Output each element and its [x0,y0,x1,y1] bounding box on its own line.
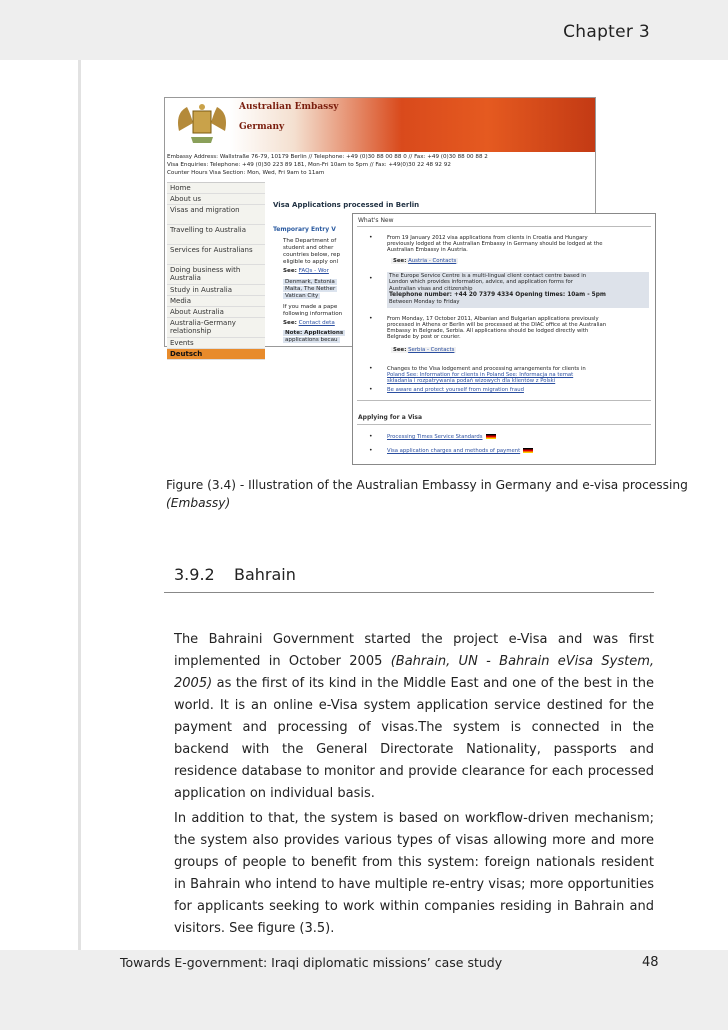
see-label: See: [393,347,407,353]
news-item-line: Changes to the Visa lodgement and processing arrangements for clients in [387,366,586,372]
countries-box-line: Denmark, Estonia [285,279,335,285]
main-text-line: If you made a pape [283,304,338,310]
footer-title: Towards E-government: Iraqi diplomatic missions’ case study [120,955,503,970]
nav-item-events[interactable]: Events [167,338,265,349]
main-see-line [283,320,335,326]
see-label: See: [283,268,297,274]
german-flag-icon [486,434,496,439]
apply-item [387,448,533,454]
coat-of-arms-icon [171,101,233,149]
figure-caption-source: (Embassy) [166,496,231,510]
bullet-icon: • [369,365,373,372]
see-serbia [391,347,456,353]
figure-caption: Figure (3.4) - Illustration of the Australian Embassy in Germany and e-visa processing [166,478,688,492]
poland-info-link[interactable]: Poland See: Information for clients in Poland See: Informacja na temat [387,372,574,378]
nav-item-services[interactable]: Services for Australians [167,245,265,265]
nav-item-visas[interactable]: Visas and migration [167,205,265,225]
news-item-line: Embassy in Belgrade, Serbia. All applications should be lodged directly with [387,328,589,334]
embassy-address: Embassy Address: Wallstraße 76-79, 10179 Berlin // Telephone: +49 (0)30 88 00 88 0 // Fax: +49 (0)30 88 00 88 2 [167,154,488,160]
main-text-line: following information [283,311,343,317]
section-title: Bahrain [234,565,296,584]
paragraph-text: The Bahraini Government started the project e-Visa and was first implemented in October 2005 [174,632,654,669]
temporary-entry-link[interactable]: Temporary Entry V [273,226,336,233]
citation: (Bahrain, UN - Bahrain eVisa System, 2005) [174,654,654,691]
whats-new-panel [352,213,656,465]
main-text-line: countries below, rep [283,252,341,258]
nav-item-deutsch[interactable]: Deutsch [167,349,265,360]
note-box-line: applications becau [285,337,338,343]
poland-info-link-pl[interactable]: składania i rozpatrywania podań wizowych dla klientów z Polski [387,378,556,384]
nav-item-about[interactable]: About us [167,194,265,205]
nav-item-relationship[interactable]: Australia-Germany relationship [167,318,265,338]
paragraph-workflow: In addition to that, the system is based on workflow-driven mechanism; the system also provides various types of visas allowing more and more groups of people to benefit from this system: foreign nationals resident in Bahrain who intend to have multiple re-entry visas; more opportunities for applicants seeking to work within companies residing in Bahrain and visitors. See figure (3.5). [174,811,654,936]
news-item-line: From 19 January 2012 visa applications from clients in Croatia and Hungary [387,235,588,241]
see-label: See: [283,320,297,326]
paragraph-bahrain-evisa [174,629,654,805]
news-box-line: The Europe Service Centre is a multi-lingual client contact centre based in [389,273,587,279]
bullet-icon: • [369,386,373,393]
migration-fraud-link[interactable]: Be aware and protect yourself from migration fraud [387,387,524,393]
chapter-title: Chapter 3 [563,22,650,42]
news-item-line: Australian Embassy in Austria. [387,247,468,253]
nav-item-home[interactable]: Home [167,183,265,194]
contact-details-link[interactable]: Contact deta [298,320,335,326]
serbia-contacts-link[interactable]: Serbia - Contacts [408,347,455,353]
paragraph-text: as the first of its kind in the Middle East and one of the best in the world. It is an online e-Visa system application service destined for the payment and processing of visas.The system is connected in the backend with the General Directorate Nationality, passports and residence database to monitor and provide clearance for each processed application on individual basis. [174,676,654,801]
see-austria [391,258,458,264]
embassy-nav-menu [167,182,265,360]
bullet-icon: • [369,234,373,241]
divider [357,400,651,401]
bullet-icon: • [369,433,373,440]
news-box-line: London which provides information, advice, and application forms for [389,279,573,286]
note-box: Note: Applications [285,330,344,336]
main-text-line: eligible to apply onl [283,259,339,265]
nav-item-about-australia[interactable]: About Australia [167,307,265,318]
whats-new-heading: What's New [358,217,394,224]
visa-charges-link[interactable]: Visa application charges and methods of payment [387,448,521,454]
section-number: 3.9.2 [174,565,215,584]
section-rule [164,592,654,593]
news-item-line: Belgrade by post or courier. [387,334,461,340]
countries-box-line: Malta, The Nether [285,286,336,292]
banner-title: Australian Embassy [239,102,339,112]
main-see-line [283,268,329,274]
visa-enquiries: Visa Enquiries: Telephone: +49 (0)30 223 89 181, Mon-Fri 10am to 5pm // Fax: +49(0)30 22 48 92 92 [167,162,451,168]
banner-subtitle: Germany [239,122,285,132]
left-margin-rule [78,60,81,950]
main-text-line: The Department of [283,238,337,244]
nav-item-travelling[interactable]: Travelling to Australia [167,225,265,245]
divider [357,424,651,425]
applying-heading: Applying for a Visa [358,414,423,421]
see-label: See: [393,258,407,264]
europe-service-centre-box [387,272,649,308]
visa-page-title: Visa Applications processed in Berlin [273,201,420,209]
opening-note: Between Monday to Friday [389,298,460,305]
news-item-line: From Monday, 17 October 2011, Albanian and Bulgarian applications previously [387,316,599,322]
faqs-link[interactable]: FAQs - Wor [298,268,329,274]
embassy-banner [165,98,595,152]
apply-item [387,434,496,440]
countries-box-line: Vatican City [285,293,319,299]
processing-times-link[interactable]: Processing Times Service Standards [387,434,483,440]
telephone-line: Telephone number: +44 20 7379 4334 Opening times: 10am - 5pm [389,292,606,299]
bullet-icon: • [369,315,373,322]
news-box-line: Australian visas and citizenship [389,285,473,292]
nav-item-business[interactable]: Doing business with Australia [167,265,265,285]
bullet-icon: • [369,447,373,454]
counter-hours: Counter Hours Visa Section: Mon, Wed, Fri 9am to 11am [167,170,325,176]
news-item-line: previously lodged at the Australian Embassy in Germany should be lodged at the [387,241,603,247]
nav-item-study[interactable]: Study in Australia [167,285,265,296]
page-number: 48 [642,955,659,970]
main-text-line: student and other [283,245,334,251]
austria-contacts-link[interactable]: Austria - Contacts [408,258,457,264]
news-item-line: processed in Athens or Berlin will be processed at the DIAC office at the Australian [387,322,607,328]
german-flag-icon [523,448,533,453]
divider [357,226,651,227]
nav-item-media[interactable]: Media [167,296,265,307]
bullet-icon: • [369,275,373,282]
